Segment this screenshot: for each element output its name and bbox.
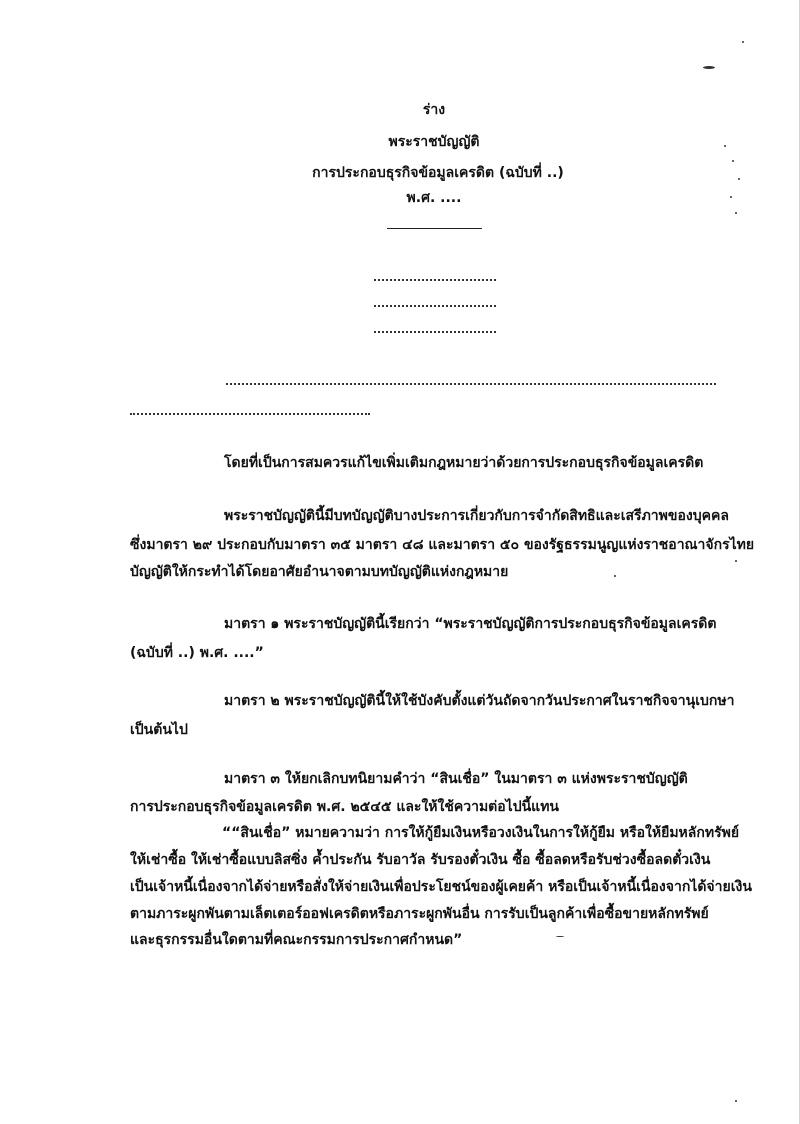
scan-speck [735,1100,737,1102]
scan-speck [738,178,740,180]
act-type-heading: พระราชบัญญัติ [388,134,480,150]
rights-clause-line-3: บัญญัติให้กระทำได้โดยอาศัยอำนาจตามบทบัญญัติแห่งกฎหมาย [130,564,509,580]
scan-speck [735,212,737,214]
header-rule [387,228,482,229]
act-name-heading: การประกอบธุรกิจข้อมูลเครดิต (ฉบับที่ ..) [312,165,564,181]
section-3-definition-line-4: ตามภาระผูกพันตามเล็ตเตอร์ออฟเครดิตหรือภาระผูกพันอื่น การรับเป็นลูกค้าเพื่อซื้อขายหลักทรัพย์ [130,906,709,922]
scan-speck [724,145,726,147]
dotted-line-long [226,383,716,385]
scan-mark [703,66,715,69]
scan-speck [732,160,734,162]
section-3-definition-line-3: เป็นเจ้าหนี้เนื่องจากได้จ่ายหรือสั่งให้จ่ายเงินเพื่อประโยชน์ของผู้เคยค้า หรือเป็นเจ้าหนี้เนื่องจากได้จ่ายเงิน [130,879,752,895]
scan-speck [735,560,737,562]
section-3-line-2: การประกอบธุรกิจข้อมูลเครดิต พ.ศ. ๒๕๔๕ และให้ใช้ความต่อไปนี้แทน [130,799,559,815]
section-2-line-1: มาตรา ๒ พระราชบัญญัตินี้ให้ใช้บังคับตั้งแต่วันถัดจากวันประกาศในราชกิจจานุเบกษา [224,693,735,709]
section-1-line-2: (ฉบับที่ ..) พ.ศ. ....” [130,645,264,661]
section-3-definition-line-1: ““สินเชื่อ” หมายความว่า การให้กู้ยืมเงินหรือวงเงินในการให้กู้ยืม หรือให้ยืมหลักทรัพย์ [222,825,740,841]
dotted-placeholder-1 [374,279,496,281]
year-heading: พ.ศ. .... [406,190,462,206]
dotted-placeholder-2 [374,305,496,307]
section-3-line-1: มาตรา ๓ ให้ยกเลิกบทนิยามคำว่า “สินเชื่อ” ในมาตรา ๓ แห่งพระราชบัญญัติ [224,771,688,787]
scan-speck [742,41,744,43]
preamble-text: โดยที่เป็นการสมควรแก้ไขเพิ่มเติมกฎหมายว่าด้วยการประกอบธุรกิจข้อมูลเครดิต [224,455,704,471]
scan-speck [556,936,564,937]
scan-speck [730,196,732,198]
section-3-definition-line-2: ให้เช่าซื้อ ให้เช่าซื้อแบบลิสซิ่ง ค้ำประกัน รับอาวัล รับรองตั๋วเงิน ซื้อ ซื้อลดหรือรับช่วงซื้อลดตั๋วเงิน [130,852,711,868]
rights-clause-line-1: พระราชบัญญัตินี้มีบทบัญญัติบางประการเกี่ยวกับการจำกัดสิทธิและเสรีภาพของบุคคล [224,508,729,524]
section-1-line-1: มาตรา ๑ พระราชบัญญัตินี้เรียกว่า “พระราชบัญญัติการประกอบธุรกิจข้อมูลเครดิต [224,616,717,632]
section-3-definition-line-5: และธุรกรรมอื่นใดตามที่คณะกรรมการประกาศกำหนด” [130,932,463,948]
rights-clause-line-2: ซึ่งมาตรา ๒๙ ประกอบกับมาตรา ๓๕ มาตรา ๔๘ และมาตรา ๕๐ ของรัฐธรรมนูญแห่งราชอาณาจักรไทย [130,537,755,553]
dotted-placeholder-3 [374,331,496,333]
dotted-line-short [130,413,370,415]
scan-speck [614,575,616,577]
draft-label: ร่าง [422,102,446,118]
section-2-line-2: เป็นต้นไป [130,722,188,738]
